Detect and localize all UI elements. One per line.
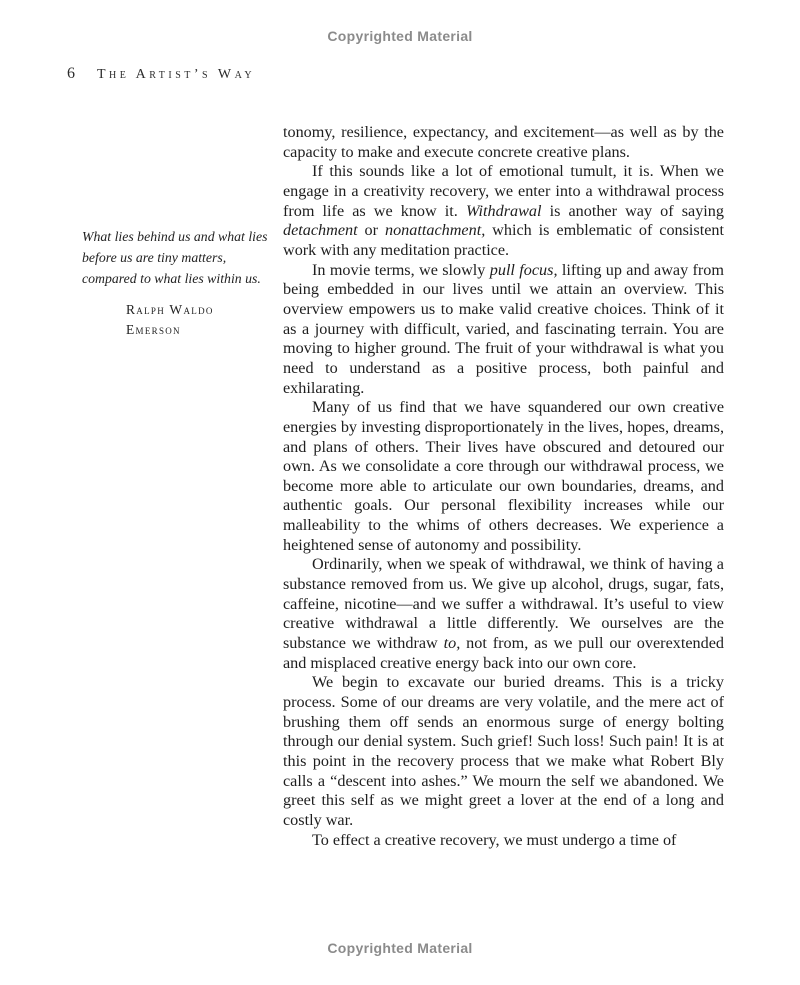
paragraph: tonomy, resilience, expectancy, and excitement—as well as by the capacity to make and execute concrete creative plans. [283,123,724,161]
copyright-notice-top: Copyrighted Material [327,28,473,44]
margin-quote [82,227,276,340]
page-number: 6 [67,65,75,82]
paragraph: To effect a creative recovery, we must undergo a time of [312,830,677,849]
body-text [283,123,724,850]
attribution-line: Emerson [126,322,181,338]
running-title: The Artist’s Way [97,67,256,82]
paragraph: If this sounds like a lot of emotional tumult, it is. When we engage in a creativity recovery, we enter into a withdrawal process from life as we know it. Withdrawal is another way of saying detachment or nonattachment, which is emblematic of consistent work with any meditation practice. [283,162,725,259]
paragraph: Many of us find that we have squandered our own creative energies by investing disproportionately in the lives, hopes, dreams, and plans of others. Their lives have obscured and detoured our own. As we consolidate a core through our withdrawal process, we become more able to articulate our own boundaries, dreams, and authentic goals. Our personal flexibility increases while our malleability to the whims of others decreases. We experience a heightened sense of autonomy and possibility. [283,398,724,554]
copyright-notice-bottom: Copyrighted Material [327,940,473,956]
paragraph: In movie terms, we slowly pull focus, lifting up and away from being embedded in our lives until we attain an overview. This overview empowers us to make valid creative choices. Think of it as a journey with difficult, varied, and fascinating terrain. You are moving to higher ground. The fruit of your withdrawal is what you need to understand as a positive process, both painful and exhilarating. [283,260,724,397]
attribution-line: Ralph Waldo [126,302,214,318]
quote-text: What lies behind us and what lies before us are tiny matters, compared to what lies within us. [82,229,268,286]
page-header [67,65,255,83]
paragraph: We begin to excavate our buried dreams. This is a tricky process. Some of our dreams are very volatile, and the mere act of brushing them off sends an enormous surge of energy bolting through our denial system. Such grief! Such loss! Such pain! It is at this point in the recovery process that we make what Robert Bly calls a “descent into ashes.” We mourn the self we abandoned. We greet this self as we might greet a lover at the end of a long and costly war. [283,673,724,829]
quote-attribution [126,300,276,340]
paragraph: Ordinarily, when we speak of withdrawal, we think of having a substance removed from us. We give up alcohol, drugs, sugar, fats, caffeine, nicotine—and we suffer a withdrawal. It’s useful to view creative withdrawal a little differently. We ourselves are the substance we withdraw to, not from, as we pull our overextended and misplaced creative energy back into our own core. [283,555,724,672]
